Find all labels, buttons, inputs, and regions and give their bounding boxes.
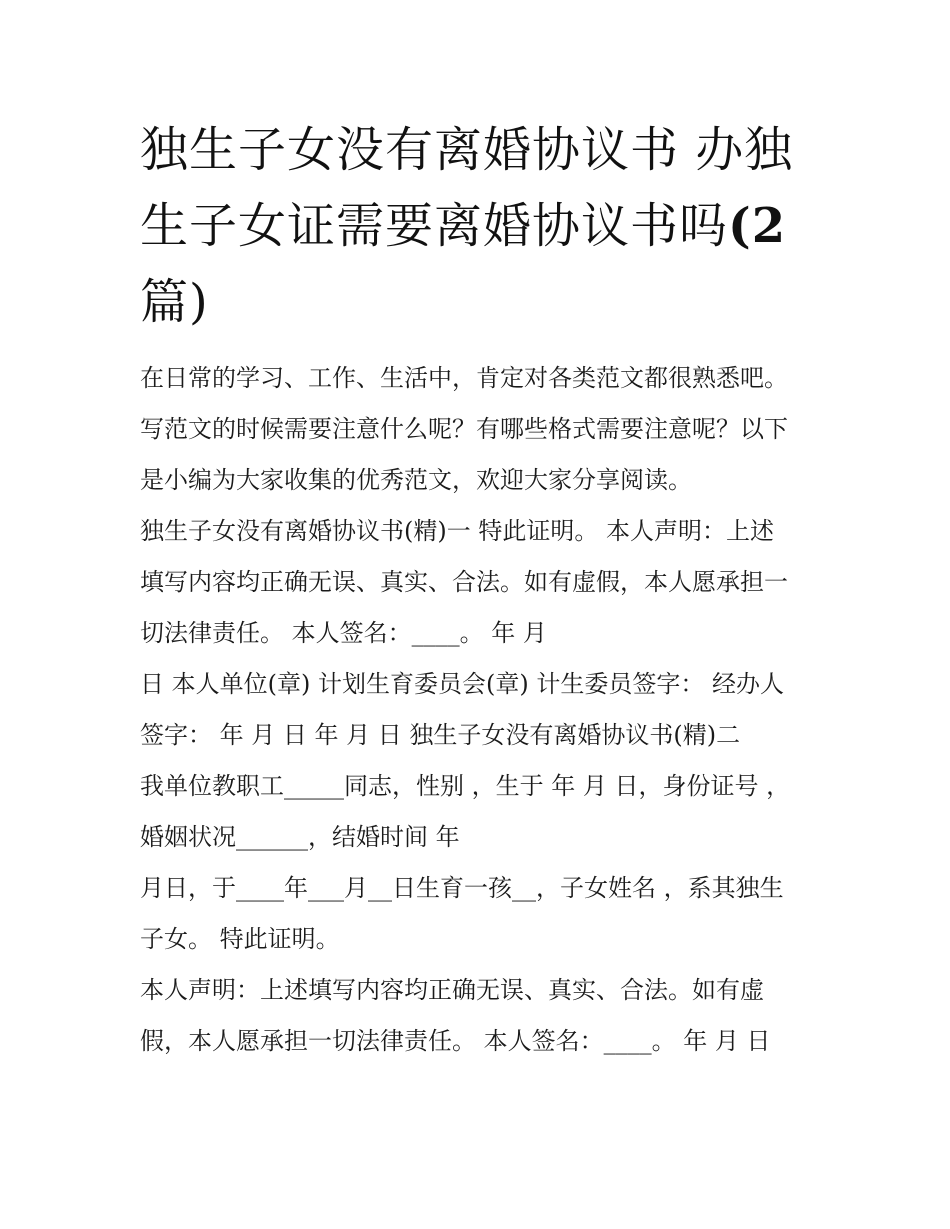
title-count-suffix: (2	[728, 198, 787, 254]
body-line-5: 填写内容均正确无误、真实、合法。如有虚假，本人愿承担一	[140, 568, 788, 596]
title-line-1: 独生子女没有离婚协议书 办独	[140, 122, 794, 178]
body-line-7: 日 本人单位(章) 计划生育委员会(章) 计生委员签字： 经办人	[140, 670, 784, 698]
body-line-9: 我单位教职工_____同志，性别 ，生于 年 月 日，身份证号 ，	[140, 772, 791, 800]
body-line-3: 是小编为大家收集的优秀范文，欢迎大家分享阅读。	[140, 466, 692, 494]
body-line-12: 子女。 特此证明。	[140, 925, 340, 953]
body-line-6: 切法律责任。 本人签名：____。 年 月	[140, 619, 547, 647]
body-line-13: 本人声明：上述填写内容均正确无误、真实、合法。如有虚	[140, 976, 764, 1004]
body-line-4: 独生子女没有离婚协议书(精)一 特此证明。 本人声明：上述	[140, 517, 774, 545]
body-line-1: 在日常的学习、工作、生活中，肯定对各类范文都很熟悉吧。	[140, 364, 788, 392]
document-title	[140, 112, 820, 340]
body-line-11: 月日，于____年___月__日生育一孩__，子女姓名 ，系其独生	[140, 874, 784, 902]
title-line-3: 篇)	[140, 274, 209, 330]
body-line-14: 假，本人愿承担一切法律责任。 本人签名：____。 年 月 日	[140, 1027, 771, 1055]
body-line-8: 签字： 年 月 日 年 月 日 独生子女没有离婚协议书(精)二	[140, 721, 741, 749]
title-line-2-text: 生子女证需要离婚协议书吗	[140, 198, 729, 254]
body-line-2: 写范文的时候需要注意什么呢？有哪些格式需要注意呢？以下	[140, 415, 788, 443]
document-body	[140, 353, 830, 1067]
body-line-10: 婚姻状况______，结婚时间 年	[140, 823, 460, 851]
title-line-2	[140, 188, 820, 264]
